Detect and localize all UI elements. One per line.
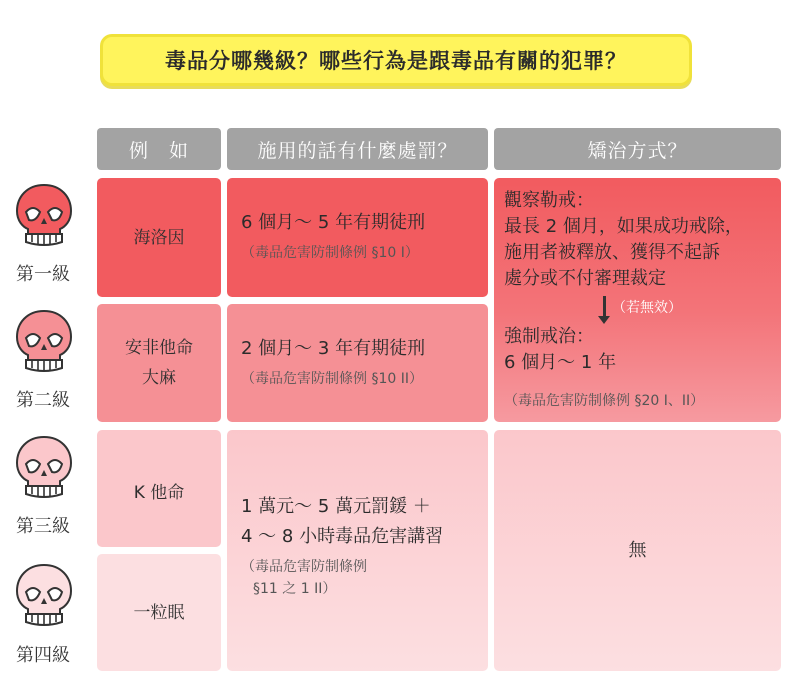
down-arrow-icon <box>603 296 606 318</box>
header-treatment-label: 矯治方式？ <box>587 139 688 162</box>
penalty-level1-main: 6 個月～ 5 年有期徒刑 <box>241 212 426 233</box>
header-penalty-label: 施用的話有什麼處罰？ <box>257 139 458 162</box>
page-title: 毒品分哪幾級？哪些行為是跟毒品有關的犯罪？ <box>165 49 627 73</box>
title-banner <box>100 34 692 86</box>
treatment-observe-line1: 最長 2 個月，如果成功戒除， <box>504 216 743 237</box>
penalty-level34-ref2: §11 之 1 II） <box>253 581 337 597</box>
down-arrow-row <box>504 296 781 318</box>
example-cell-level1 <box>97 178 221 297</box>
penalty-level34-ref1: （毒品危害防制條例 <box>241 559 367 575</box>
treatment-observe-line3: 處分或不付審理裁定 <box>504 268 666 289</box>
treatment-observe-line2: 施用者被釋放、獲得不起訴 <box>504 242 720 263</box>
example-level3: K 他命 <box>133 483 185 503</box>
header-penalty <box>227 128 488 170</box>
example-cell-level2 <box>97 304 221 422</box>
penalty-cell-level2 <box>227 304 488 422</box>
treatment-cell-level34 <box>494 430 781 671</box>
header-example <box>97 128 221 170</box>
treatment-observe-title: 觀察勒戒： <box>504 190 594 211</box>
penalty-level1-ref: （毒品危害防制條例 §10 I） <box>241 245 419 261</box>
example-level2-line1: 安非他命 <box>125 338 193 358</box>
treatment-if-fail: （若無效） <box>612 300 682 316</box>
treatment-cell-level12 <box>494 178 781 422</box>
level-label-3: 第三級 <box>16 516 70 537</box>
header-treatment <box>494 128 781 170</box>
example-level1: 海洛因 <box>133 227 185 248</box>
skull-icon <box>12 434 76 500</box>
penalty-level34-line2: 4 ～ 8 小時毒品危害講習 <box>241 526 444 547</box>
example-level4: 一粒眠 <box>133 602 185 623</box>
example-level2-line2: 大麻 <box>142 368 176 388</box>
example-cell-level4 <box>97 554 221 671</box>
treatment-ref: （毒品危害防制條例 §20 I、II） <box>504 393 705 409</box>
penalty-cell-level34 <box>227 430 488 671</box>
treatment-none: 無 <box>628 539 647 561</box>
skull-icon <box>12 182 76 248</box>
treatment-forced-line: 6 個月～ 1 年 <box>504 352 617 373</box>
example-cell-level3 <box>97 430 221 547</box>
treatment-forced-title: 強制戒治： <box>504 326 594 347</box>
level-label-4: 第四級 <box>16 645 70 666</box>
skull-icon <box>12 562 76 628</box>
penalty-cell-level1 <box>227 178 488 297</box>
level-label-1: 第一級 <box>16 264 70 285</box>
penalty-level34-line1: 1 萬元～ 5 萬元罰鍰 ＋ <box>241 496 431 517</box>
header-example-label: 例 如 <box>128 139 189 162</box>
penalty-level2-ref: （毒品危害防制條例 §10 II） <box>241 371 423 387</box>
skull-icon <box>12 308 76 374</box>
penalty-level2-main: 2 個月～ 3 年有期徒刑 <box>241 338 426 359</box>
level-label-2: 第二級 <box>16 390 70 411</box>
